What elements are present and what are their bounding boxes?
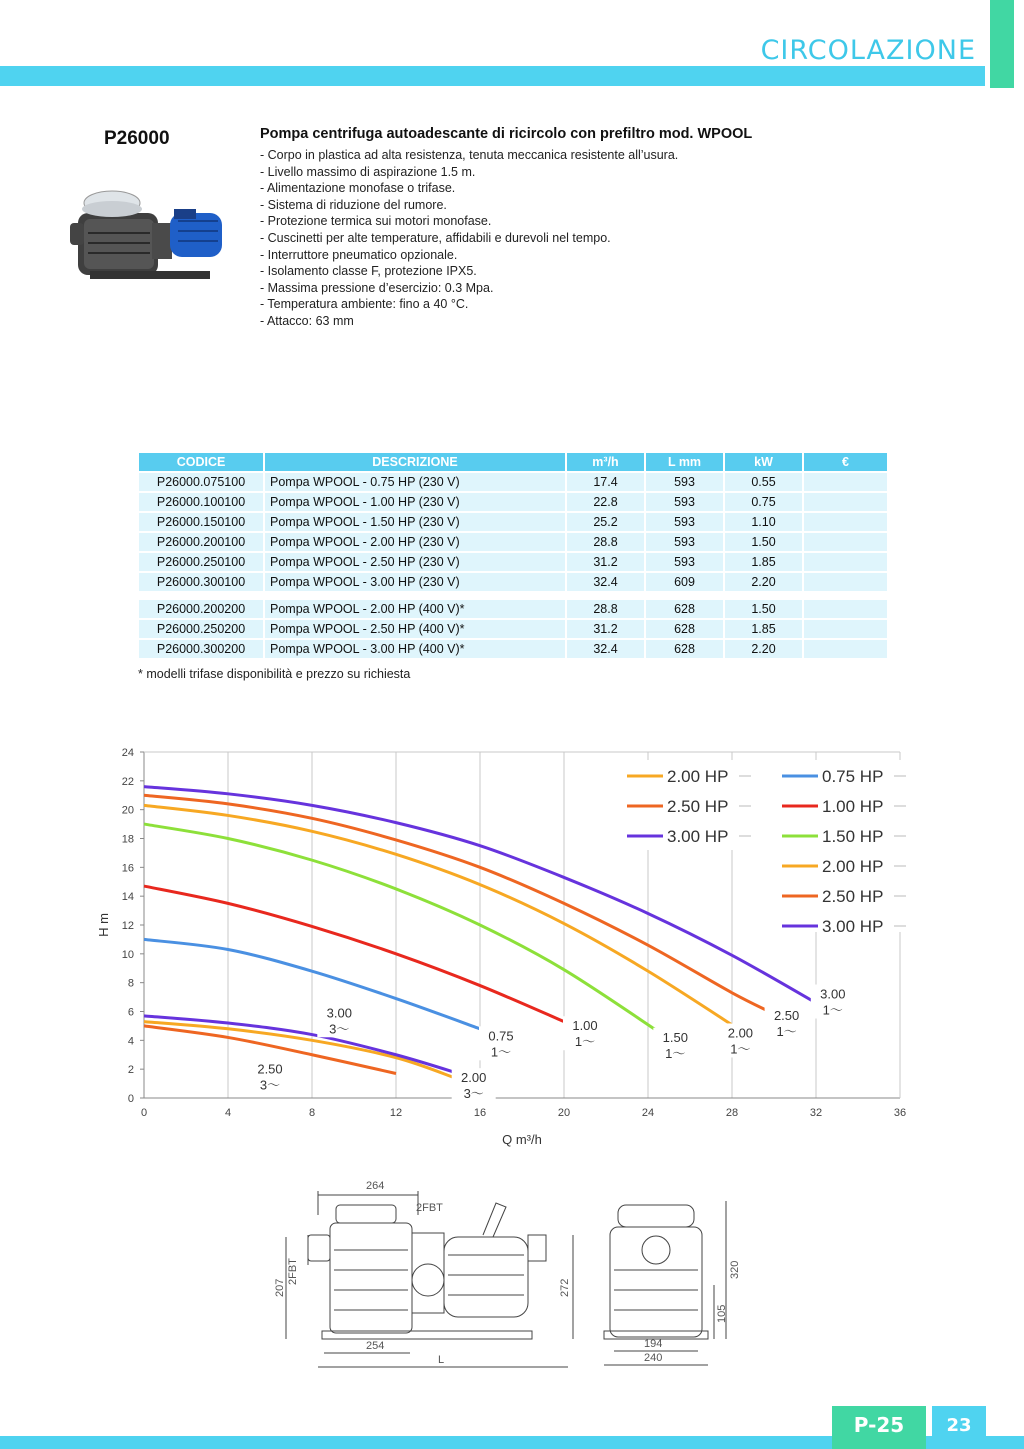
cell-price <box>804 640 887 658</box>
table-row <box>139 600 887 618</box>
cell-flow: 28.8 <box>567 533 644 551</box>
col-header-descrizione: DESCRIZIONE <box>265 453 565 471</box>
y-tick-label: 20 <box>121 804 134 817</box>
x-tick-label: 28 <box>725 1107 739 1119</box>
front-view <box>604 1201 726 1365</box>
curve-label-hp: 2.50 <box>257 1061 283 1077</box>
feature-item: - Isolamento classe F, protezione IPX5. <box>260 264 477 279</box>
cell-price <box>804 493 887 511</box>
y-tick-label: 22 <box>121 775 134 788</box>
curve-label-phase: 1～ <box>822 1002 843 1018</box>
legend-label: 1.50 HP <box>822 827 884 846</box>
feature-item: - Sistema di riduzione del rumore. <box>260 197 447 212</box>
cell-length: 593 <box>646 533 723 551</box>
y-tick-label: 6 <box>127 1006 134 1019</box>
cell-price <box>804 553 887 571</box>
chart-curve-labels <box>248 985 855 1103</box>
cell-price <box>804 600 887 618</box>
curve-label-hp: 3.00 <box>820 986 846 1002</box>
cell-desc: Pompa WPOOL - 1.00 HP (230 V) <box>265 493 565 511</box>
dim-2fbt-side: 2FBT <box>287 1258 299 1285</box>
table-row <box>139 573 887 591</box>
cell-length: 628 <box>646 620 723 638</box>
legend-label: 0.75 HP <box>822 767 884 786</box>
cell-flow: 32.4 <box>567 640 644 658</box>
col-header-flow: m³/h <box>567 453 644 471</box>
x-tick-label: 12 <box>389 1107 403 1119</box>
table-gap <box>139 593 887 598</box>
cell-flow: 28.8 <box>567 600 644 618</box>
col-header-codice: CODICE <box>139 453 263 471</box>
x-tick-label: 32 <box>809 1107 823 1119</box>
feature-item: - Livello massimo di aspirazione 1.5 m. <box>260 164 476 179</box>
table-note: * modelli trifase disponibilità e prezzo su richiesta <box>138 667 411 681</box>
curve-label-phase: 1～ <box>490 1044 512 1060</box>
cell-flow: 17.4 <box>567 473 644 491</box>
curve-label-phase: 3～ <box>329 1021 350 1037</box>
cell-code: P26000.200200 <box>139 600 263 618</box>
legend-label: 1.00 HP <box>822 797 884 816</box>
cell-price <box>804 620 887 638</box>
y-tick-label: 10 <box>121 948 134 961</box>
feature-item: - Corpo in plastica ad alta resistenza, tenuta meccanica resistente all’usura. <box>260 148 679 162</box>
col-header-price: € <box>804 453 887 471</box>
feature-item: - Interruttore pneumatico opzionale. <box>260 247 458 262</box>
cell-desc: Pompa WPOOL - 1.50 HP (230 V) <box>265 513 565 531</box>
performance-chart <box>96 740 926 1160</box>
cell-flow: 31.2 <box>567 553 644 571</box>
dim-194: 194 <box>644 1338 663 1350</box>
curve-series <box>144 886 564 1022</box>
pump-photo <box>70 183 230 281</box>
curve-label-hp: 2.00 <box>461 1070 487 1086</box>
cell-kw: 1.50 <box>725 533 802 551</box>
cell-length: 593 <box>646 553 723 571</box>
cell-flow: 31.2 <box>567 620 644 638</box>
x-tick-label: 4 <box>224 1107 232 1119</box>
y-axis-label: H m <box>96 913 111 937</box>
feature-item: - Attacco: 63 mm <box>260 313 354 328</box>
col-header-length: L mm <box>646 453 723 471</box>
table-row <box>139 553 887 571</box>
cell-kw: 2.20 <box>725 573 802 591</box>
feature-item: - Protezione termica sui motori monofase. <box>260 214 492 229</box>
curve-label-phase: 1～ <box>665 1045 686 1061</box>
cell-length: 593 <box>646 473 723 491</box>
section-title: CIRCOLAZIONE <box>760 35 976 66</box>
legend-label: 3.00 HP <box>667 827 729 846</box>
y-tick-label: 2 <box>127 1064 134 1077</box>
feature-item: - Cuscinetti per alte temperature, affidabili e durevoli nel tempo. <box>260 230 611 245</box>
y-tick-label: 14 <box>121 891 134 904</box>
legend-label: 2.50 HP <box>822 887 884 906</box>
cell-length: 628 <box>646 600 723 618</box>
dim-264: 264 <box>366 1180 385 1192</box>
cell-code: P26000.250200 <box>139 620 263 638</box>
curve-label-phase: 3～ <box>463 1086 484 1102</box>
cell-code: P26000.075100 <box>139 473 263 491</box>
feature-item: - Alimentazione monofase o trifase. <box>260 181 456 196</box>
cell-flow: 32.4 <box>567 573 644 591</box>
cell-code: P26000.300100 <box>139 573 263 591</box>
cell-price <box>804 513 887 531</box>
dim-254: 254 <box>366 1340 385 1352</box>
legend-label: 3.00 HP <box>822 917 884 936</box>
curve-series <box>144 1022 455 1078</box>
table-row <box>139 533 887 551</box>
col-header-kw: kW <box>725 453 802 471</box>
header-tab-marker <box>990 0 1014 88</box>
side-view <box>286 1191 573 1367</box>
cell-desc: Pompa WPOOL - 3.00 HP (230 V) <box>265 573 565 591</box>
product-code: P26000 <box>104 128 170 149</box>
curve-label-phase: 3～ <box>259 1077 281 1093</box>
cell-flow: 22.8 <box>567 493 644 511</box>
dim-L: L <box>438 1354 445 1366</box>
table-row <box>139 620 887 638</box>
x-tick-label: 24 <box>641 1107 655 1119</box>
legend-label: 2.50 HP <box>667 797 729 816</box>
cell-price <box>804 533 887 551</box>
cell-kw: 0.55 <box>725 473 802 491</box>
cell-code: P26000.200100 <box>139 533 263 551</box>
x-tick-label: 16 <box>473 1107 487 1119</box>
x-tick-label: 20 <box>557 1107 571 1119</box>
cell-kw: 1.50 <box>725 600 802 618</box>
curve-label-hp: 1.50 <box>662 1029 688 1045</box>
cell-desc: Pompa WPOOL - 0.75 HP (230 V) <box>265 473 565 491</box>
curve-label-hp: 1.00 <box>572 1018 598 1034</box>
table-row <box>139 473 887 491</box>
chart-legend <box>621 760 906 936</box>
product-title: Pompa centrifuga autoadescante di ricircolo con prefiltro mod. WPOOL <box>260 126 753 142</box>
header-band <box>0 66 985 86</box>
x-tick-label: 0 <box>140 1107 148 1119</box>
y-tick-label: 12 <box>121 920 134 932</box>
cell-desc: Pompa WPOOL - 2.50 HP (230 V) <box>265 553 565 571</box>
cell-length: 628 <box>646 640 723 658</box>
feature-item: - Massima pressione d’esercizio: 0.3 Mpa. <box>260 280 494 295</box>
cell-length: 593 <box>646 513 723 531</box>
cell-desc: Pompa WPOOL - 3.00 HP (400 V)* <box>265 640 565 658</box>
dim-105: 105 <box>716 1304 728 1323</box>
curve-label-hp: 2.50 <box>773 1008 800 1024</box>
cell-kw: 0.75 <box>725 493 802 511</box>
curve-label-phase: 1～ <box>776 1024 797 1040</box>
feature-list <box>260 147 678 330</box>
curve-label-hp: 0.75 <box>488 1028 514 1044</box>
feature-item: - Temperatura ambiente: fino a 40 °C. <box>260 297 469 312</box>
cell-desc: Pompa WPOOL - 2.00 HP (400 V)* <box>265 600 565 618</box>
dim-320: 320 <box>729 1260 741 1279</box>
table-row <box>139 513 887 531</box>
y-tick-label: 0 <box>127 1093 134 1105</box>
legend-label: 2.00 HP <box>667 767 729 786</box>
cell-code: P26000.100100 <box>139 493 263 511</box>
cell-kw: 1.85 <box>725 620 802 638</box>
cell-kw: 2.20 <box>725 640 802 658</box>
curve-label-phase: 1～ <box>574 1034 596 1050</box>
cell-kw: 1.85 <box>725 553 802 571</box>
x-axis-label: Q m³/h <box>502 1132 542 1147</box>
dim-240: 240 <box>644 1352 663 1364</box>
y-tick-label: 8 <box>127 977 134 990</box>
curve-label-phase: 1～ <box>730 1041 751 1057</box>
y-tick-label: 4 <box>127 1035 134 1048</box>
page-number: 23 <box>932 1406 986 1449</box>
dim-2fbt-top: 2FBT <box>416 1202 443 1214</box>
cell-price <box>804 573 887 591</box>
table-row <box>139 640 887 658</box>
page-code-badge: P-25 <box>832 1406 926 1449</box>
cell-desc: Pompa WPOOL - 2.00 HP (230 V) <box>265 533 565 551</box>
cell-code: P26000.150100 <box>139 513 263 531</box>
curve-label-hp: 2.00 <box>727 1025 754 1041</box>
dim-272: 272 <box>559 1278 571 1297</box>
dim-207: 207 <box>274 1278 286 1297</box>
cell-code: P26000.250100 <box>139 553 263 571</box>
cell-flow: 25.2 <box>567 513 644 531</box>
cell-desc: Pompa WPOOL - 2.50 HP (400 V)* <box>265 620 565 638</box>
table-row <box>139 493 887 511</box>
technical-drawing <box>274 1175 748 1375</box>
cell-length: 593 <box>646 493 723 511</box>
y-tick-label: 18 <box>121 833 134 846</box>
spec-table <box>137 451 889 660</box>
cell-code: P26000.300200 <box>139 640 263 658</box>
curve-label-hp: 3.00 <box>326 1005 352 1021</box>
cell-length: 609 <box>646 573 723 591</box>
legend-label: 2.00 HP <box>822 857 884 876</box>
x-tick-label: 36 <box>893 1107 907 1119</box>
cell-price <box>804 473 887 491</box>
dimension-labels <box>274 1180 741 1366</box>
y-tick-label: 16 <box>121 862 134 875</box>
cell-kw: 1.10 <box>725 513 802 531</box>
y-tick-label: 24 <box>121 747 134 759</box>
x-tick-label: 8 <box>308 1107 316 1119</box>
